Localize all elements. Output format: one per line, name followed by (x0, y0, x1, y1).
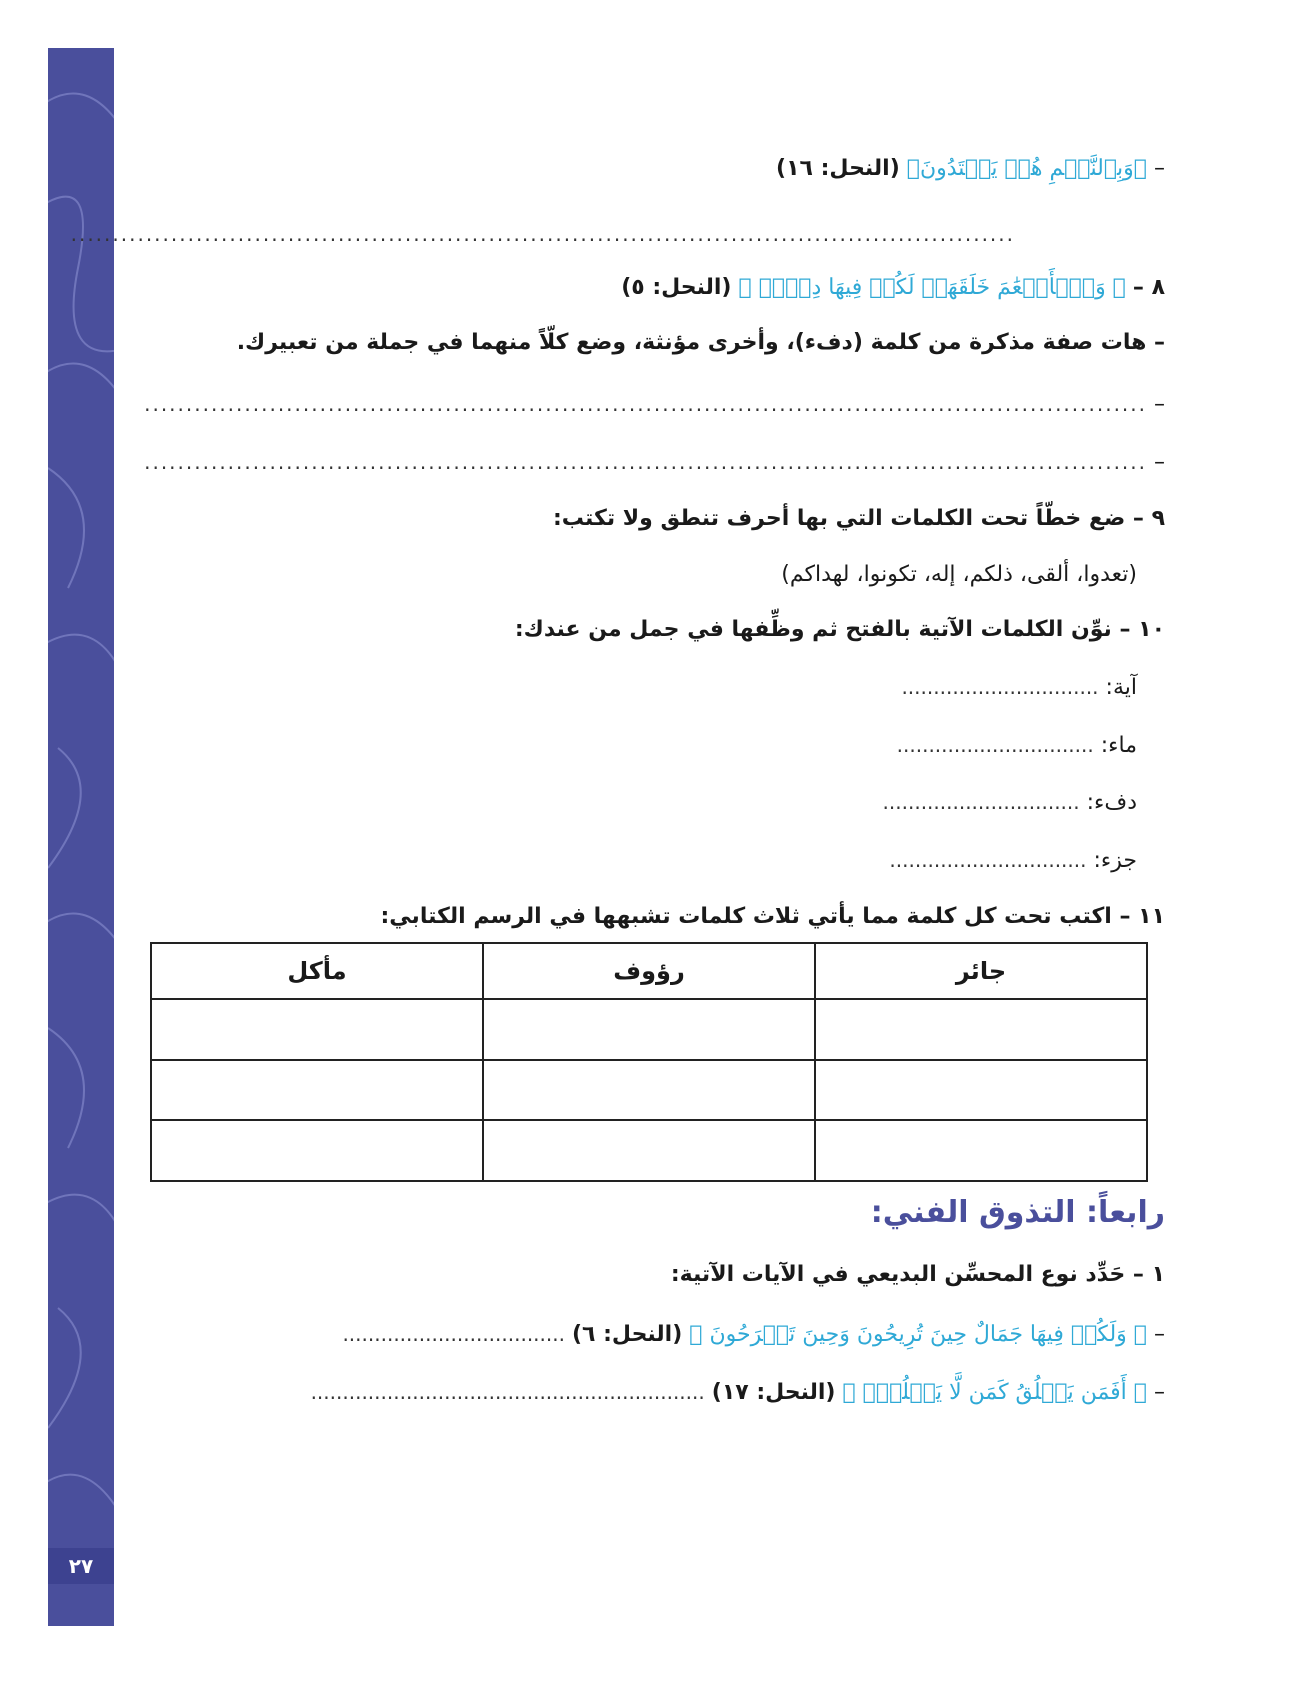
answer-line[interactable]: – ........................................................................................................................ (144, 450, 1165, 475)
quran-verse: ﴿وَبِٱلنَّجۡمِ هُمۡ يَهۡتَدُونَ﴾ (906, 156, 1147, 181)
spelling-table (150, 942, 1148, 1182)
answer-line[interactable]: – ........................................................................................................................ (144, 392, 1165, 417)
table-cell[interactable] (151, 999, 483, 1060)
table-header: جائر (815, 943, 1147, 999)
verse-reference: (النحل: ١٧) (711, 1380, 836, 1405)
quran-verse: ﴿ وَلَكُمۡ فِيهَا جَمَالٌ حِينَ تُرِيحُونَ وَحِينَ تَسۡرَحُونَ ﴾ (689, 1322, 1147, 1347)
section-heading: رابعاً: التذوق الفني: (870, 1195, 1165, 1230)
q8-instruction: – هات صفة مذكرة من كلمة (دفء)، وأخرى مؤنثة، وضع كلّاً منهما في جملة من تعبيرك. (236, 330, 1165, 355)
decorative-sidebar (48, 48, 114, 1626)
table-cell[interactable] (151, 1060, 483, 1121)
table-cell[interactable] (483, 1060, 815, 1121)
q10-item[interactable]: آية: ............................... (901, 675, 1137, 700)
dash: – (1154, 156, 1165, 181)
table-cell[interactable] (815, 1060, 1147, 1121)
page-number: ٢٧ (48, 1548, 114, 1584)
q10-text: ١٠ – نوِّن الكلمات الآتية بالفتح ثم وظِّفها في جمل من عندك: (514, 617, 1165, 642)
verse-reference: (النحل: ١٦) (776, 156, 900, 181)
verse-reference: (النحل: ٦) (571, 1322, 683, 1347)
q8-header (621, 275, 1165, 300)
quran-verse: ﴿ وَٱلۡأَنۡعَٰمَ خَلَقَهَاۖ لَكُمۡ فِيهَا دِفۡءٞ ﴾ (738, 275, 1126, 300)
table-cell[interactable] (483, 999, 815, 1060)
table-cell[interactable] (483, 1120, 815, 1181)
section4-q1-text: ١ – حَدِّد نوع المحسِّن البديعي في الآيات الآتية: (670, 1262, 1165, 1287)
q10-item[interactable]: جزء: ............................... (889, 848, 1137, 873)
answer-dots[interactable]: .............................................................. (310, 1380, 705, 1404)
section4-verse-item[interactable]: – ﴿ وَلَكُمۡ فِيهَا جَمَالٌ حِينَ تُرِيحُونَ وَحِينَ تَسۡرَحُونَ ﴾ (النحل: ٦) ................................... (342, 1322, 1165, 1347)
q10-item[interactable]: دفء: ............................... (882, 790, 1137, 815)
q9-words: (تعدوا، ألقى، ذلكم، إله، تكونوا، لهداكم) (781, 562, 1137, 587)
question-number: ٨ – (1132, 275, 1165, 300)
table-cell[interactable] (151, 1120, 483, 1181)
q7-last-item (776, 156, 1165, 181)
q10-item[interactable]: ماء: ............................... (896, 733, 1137, 758)
table-header: رؤوف (483, 943, 815, 999)
q11-text: ١١ – اكتب تحت كل كلمة مما يأتي ثلاث كلمات تشبهها في الرسم الكتابي: (380, 904, 1165, 929)
answer-dots[interactable]: ................................................................................................................. (70, 222, 1015, 246)
quran-verse: ﴿ أَفَمَن يَخۡلُقُ كَمَن لَّا يَخۡلُقُۚ ﴾ (842, 1380, 1147, 1405)
answer-dots[interactable]: ................................... (342, 1322, 565, 1346)
q9-text: ٩ – ضع خطّاً تحت الكلمات التي بها أحرف تنطق ولا تكتب: (552, 506, 1165, 531)
table-header: مأكل (151, 943, 483, 999)
table-cell[interactable] (815, 1120, 1147, 1181)
underlined-word: دِفۡءٞ (758, 275, 822, 300)
section4-verse-item[interactable]: – ﴿ أَفَمَن يَخۡلُقُ كَمَن لَّا يَخۡلُقُۚ ﴾ (النحل: ١٧) .............................................................. (310, 1380, 1165, 1405)
verse-reference: (النحل: ٥) (621, 275, 732, 300)
table-cell[interactable] (815, 999, 1147, 1060)
sidebar-pattern-icon (48, 48, 114, 1626)
